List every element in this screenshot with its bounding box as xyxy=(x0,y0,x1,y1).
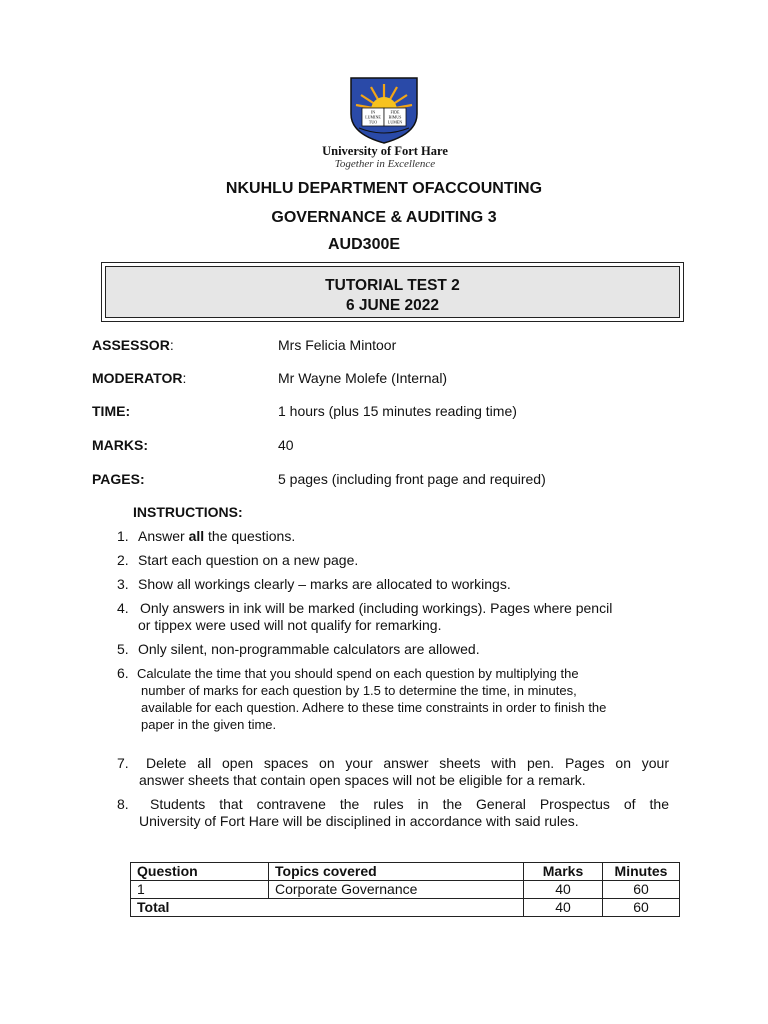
instruction-number: 2. xyxy=(117,552,129,568)
assessor-label: ASSESSOR: xyxy=(92,337,174,353)
header-topics: Topics covered xyxy=(269,863,524,881)
instruction-text: University of Fort Hare will be disciplined in accordance with said rules. xyxy=(139,813,579,829)
assessor-value: Mrs Felicia Mintoor xyxy=(278,337,397,353)
course-title: GOVERNANCE & AUDITING 3 xyxy=(271,209,497,226)
moderator-value: Mr Wayne Molefe (Internal) xyxy=(278,370,448,386)
instruction-item: 1. Answer all the questions. xyxy=(117,528,296,544)
university-crest-logo xyxy=(345,76,423,144)
instruction-text: Students that contravene the rules in the General Prospectus of the xyxy=(150,796,669,812)
instruction-number: 1. xyxy=(117,528,129,544)
instruction-item xyxy=(117,576,677,593)
crest-text-2: FIDE xyxy=(390,109,400,115)
cell-minutes: 60 xyxy=(603,881,680,899)
department-title: NKUHLU DEPARTMENT OFACCOUNTING xyxy=(225,180,543,197)
test-title-box xyxy=(101,262,684,322)
marks-summary-table xyxy=(130,862,680,917)
instruction-number: 3. xyxy=(117,576,129,592)
instruction-number: 5. xyxy=(117,641,129,657)
crest-text-6: LUMEN xyxy=(387,119,403,125)
table-row xyxy=(131,881,680,899)
test-title: TUTORIAL TEST 2 xyxy=(325,277,460,294)
instruction-item xyxy=(117,665,677,733)
instruction-text: Delete all open spaces on your answer sheets with pen. Pages on your xyxy=(146,755,669,771)
instruction-text: Calculate the time that you should spend on each question by multiplying the xyxy=(137,666,579,681)
instruction-item xyxy=(117,755,669,789)
instruction-item xyxy=(117,552,677,569)
time-value: 1 hours (plus 15 minutes reading time) xyxy=(278,403,517,419)
table-total-row xyxy=(131,899,680,917)
marks-value: 40 xyxy=(278,437,294,453)
header-minutes: Minutes xyxy=(603,863,680,881)
pages-label: PAGES: xyxy=(92,471,145,487)
cell-topic: Corporate Governance xyxy=(269,881,524,899)
crest-text-5: TUO xyxy=(368,119,378,125)
test-date: 6 JUNE 2022 xyxy=(345,297,440,314)
university-motto: Together in Excellence xyxy=(334,158,436,170)
instructions-heading: INSTRUCTIONS: xyxy=(133,504,243,520)
crest-text-3: LUMINE xyxy=(365,114,381,120)
instruction-text: Show all workings clearly – marks are allocated to workings. xyxy=(138,576,511,592)
header-marks: Marks xyxy=(524,863,603,881)
time-label: TIME: xyxy=(92,403,131,419)
instruction-item xyxy=(117,641,677,658)
cell-question: 1 xyxy=(131,881,269,899)
header-question: Question xyxy=(131,863,269,881)
instruction-number: 7. xyxy=(117,755,129,771)
university-name: University of Fort Hare xyxy=(322,144,448,158)
total-minutes: 60 xyxy=(603,899,680,917)
instruction-item xyxy=(117,600,677,634)
instruction-text: or tippex were used will not qualify for remarking. xyxy=(138,617,442,633)
instruction-text: Start each question on a new page. xyxy=(138,552,359,568)
crest-text-1: IN xyxy=(370,109,376,115)
table-header-row xyxy=(131,863,680,881)
instruction-item xyxy=(117,796,669,830)
instruction-text: paper in the given time. xyxy=(141,717,277,732)
course-code: AUD300E xyxy=(328,236,401,253)
crest-text-4: BIMUS xyxy=(388,114,402,120)
instruction-text: number of marks for each question by 1.5 to determine the time, in minutes, xyxy=(141,683,577,698)
instruction-text: available for each question. Adhere to these time constraints in order to finish the xyxy=(141,700,607,715)
instruction-number: 4. xyxy=(117,600,129,616)
pages-value: 5 pages (including front page and required) xyxy=(278,471,546,487)
instruction-text: answer sheets that contain open spaces will not be eligible for a remark. xyxy=(139,772,586,788)
cell-marks: 40 xyxy=(524,881,603,899)
marks-label: MARKS: xyxy=(92,437,148,453)
total-marks: 40 xyxy=(524,899,603,917)
moderator-label: MODERATOR: xyxy=(92,370,187,386)
instruction-text: Only answers in ink will be marked (including workings). Pages where pencil xyxy=(140,600,613,616)
instruction-number: 8. xyxy=(117,796,129,812)
instruction-text: Only silent, non-programmable calculators are allowed. xyxy=(138,641,480,657)
instruction-number: 6. xyxy=(117,665,129,681)
total-label: Total xyxy=(131,899,524,917)
